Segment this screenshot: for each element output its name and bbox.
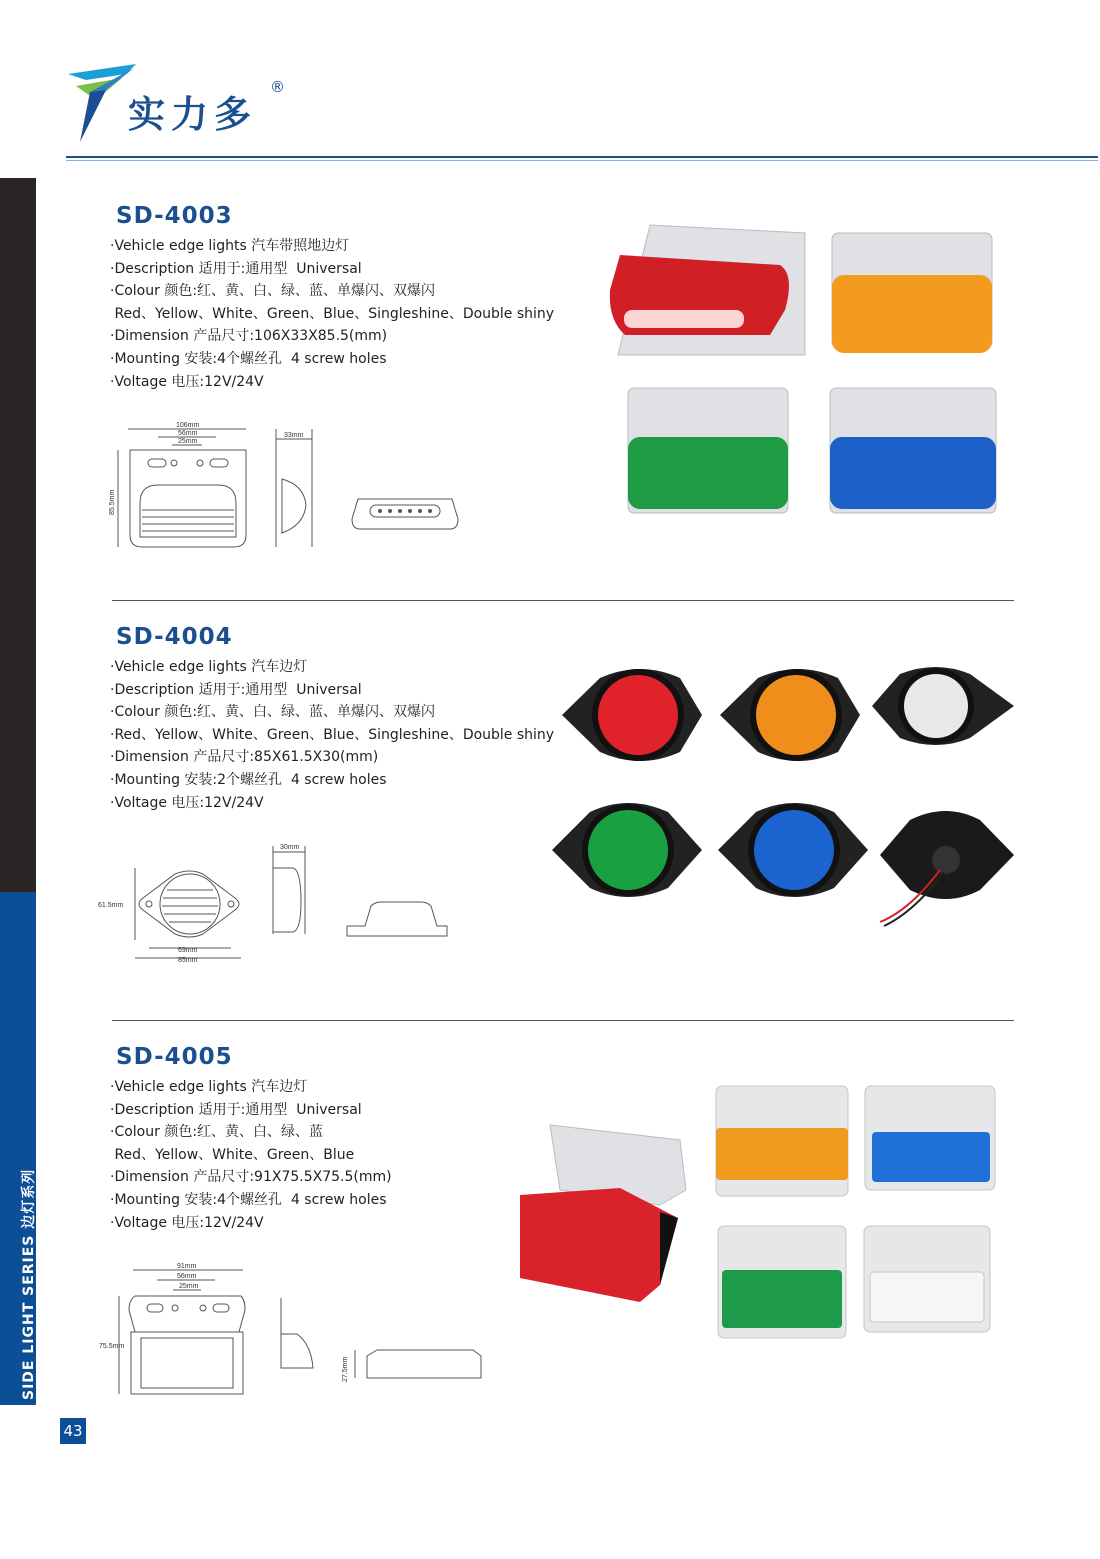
product-photo-amber (716, 1086, 848, 1196)
dim-holes-outer-label: 56mm (177, 1273, 197, 1280)
spec-line: ·Colour 颜色:红、黄、白、绿、蓝、单爆闪、双爆闪 (110, 704, 436, 721)
product-model-title: SD-4005 (116, 1044, 233, 1070)
dim-width-label: 106mm (176, 422, 200, 429)
spec-line: ·Dimension 产品尺寸:91X75.5X75.5(mm) (110, 1169, 392, 1186)
spec-line: ·Description 适用于:通用型 Universal (110, 681, 362, 698)
section-divider (112, 600, 1014, 601)
technical-drawing (100, 415, 480, 565)
dim-width-label: 91mm (177, 1263, 197, 1270)
product-photo-blue (865, 1086, 995, 1190)
product-spec-list (110, 235, 554, 393)
dim-height-label: 61.5mm (98, 902, 124, 909)
product-spec-list (110, 656, 554, 814)
technical-drawing (95, 1258, 485, 1398)
dim-height-label: 85.5mm (109, 489, 116, 515)
product-model-title: SD-4004 (116, 624, 233, 650)
spec-line: ·Description 适用于:通用型 Universal (110, 260, 362, 277)
dim-holes-outer-label: 56mm (178, 430, 198, 437)
spec-line: ·Mounting 安装:2个螺丝孔 4 screw holes (110, 771, 387, 788)
spec-line: Red、Yellow、White、Green、Blue (110, 1146, 355, 1163)
series-label: SIDE LIGHT SERIES 边灯系列 (21, 1168, 37, 1400)
spec-line: ·Red、Yellow、White、Green、Blue、Singleshine、Double shiny (110, 726, 555, 743)
product-photo-blue (718, 803, 868, 897)
spec-line: ·Vehicle edge lights 汽车边灯 (110, 659, 308, 675)
sidebar-dark-band (0, 178, 36, 892)
product-photos (510, 1080, 1000, 1340)
spec-line: ·Vehicle edge lights 汽车带照地边灯 (110, 238, 350, 254)
dim-depth-label: 27.5mm (342, 1356, 349, 1382)
dim-height-label: 75.5mm (99, 1343, 125, 1350)
section-divider (112, 1020, 1014, 1021)
page-number: 43 (60, 1418, 86, 1444)
dim-holes-inner-label: 25mm (179, 1283, 199, 1290)
spec-line: ·Voltage 电压:12V/24V (110, 1214, 264, 1231)
product-photo-green (628, 388, 788, 513)
spec-line: ·Voltage 电压:12V/24V (110, 373, 264, 390)
registered-mark: ® (270, 78, 285, 96)
product-photo-red (520, 1125, 686, 1302)
spec-line: ·Mounting 安装:4个螺丝孔 4 screw holes (110, 1191, 387, 1208)
spec-line: ·Voltage 电压:12V/24V (110, 794, 264, 811)
product-photo-red (610, 225, 805, 355)
technical-drawing (95, 838, 465, 968)
product-model-title: SD-4003 (116, 203, 233, 229)
product-photos (550, 660, 1020, 930)
header-rule-thin (66, 160, 1098, 161)
spec-line: ·Vehicle edge lights 汽车边灯 (110, 1079, 308, 1095)
brand-name: 实力多 (128, 93, 257, 136)
product-photo-amber (832, 233, 992, 353)
spec-line: ·Dimension 产品尺寸:85X61.5X30(mm) (110, 749, 379, 766)
product-photo-red (562, 669, 702, 761)
dim-inner-label: 69mm (178, 947, 198, 954)
spec-line: Red、Yellow、White、Green、Blue、Singleshine、Double shiny (110, 305, 555, 322)
product-photo-green (718, 1226, 846, 1338)
dim-depth-label: 30mm (280, 844, 300, 851)
product-photo-green (552, 803, 702, 897)
spec-line: ·Dimension 产品尺寸:106X33X85.5(mm) (110, 328, 388, 345)
spec-line: ·Mounting 安装:4个螺丝孔 4 screw holes (110, 350, 387, 367)
dim-holes-inner-label: 25mm (178, 438, 198, 445)
product-photo-white (864, 1226, 990, 1332)
product-photo-amber (720, 669, 860, 761)
product-spec-list (110, 1076, 392, 1234)
spec-line: ·Colour 颜色:红、黄、白、绿、蓝、单爆闪、双爆闪 (110, 283, 436, 300)
dim-depth-label: 33mm (284, 432, 304, 439)
product-photo-white (872, 667, 1014, 745)
spec-line: ·Description 适用于:通用型 Universal (110, 1101, 362, 1118)
dim-width-label: 85mm (178, 957, 198, 964)
header-rule (66, 156, 1098, 158)
product-photos (600, 215, 1010, 525)
product-photo-blue (830, 388, 996, 513)
product-photo-back (880, 811, 1014, 926)
spec-line: ·Colour 颜色:红、黄、白、绿、蓝 (110, 1124, 324, 1141)
